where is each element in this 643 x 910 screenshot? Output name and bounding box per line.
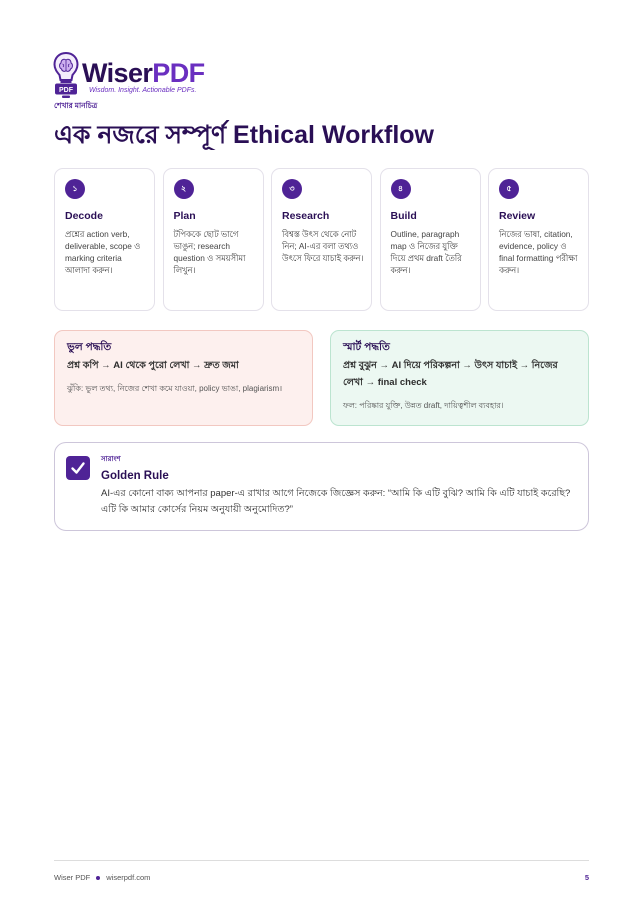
step-number-badge-4: ৪ xyxy=(391,179,411,199)
checkmark-icon xyxy=(66,456,90,480)
summary-eyebrow: সারাংশ xyxy=(101,456,121,463)
section-eyebrow: শেখার মানচিত্র xyxy=(54,101,98,110)
step-card-decode xyxy=(54,168,155,311)
step-description-decode: প্রশ্নের action verb, deliverable, scope ও marking criteria আলাদা করুন। xyxy=(65,229,141,275)
footer-website-link[interactable]: wiserpdf.com xyxy=(106,873,151,882)
smart-approach-flow: প্রশ্ন বুঝুন → AI দিয়ে পরিকল্পনা → উৎস যাচাই → নিজের লেখা → final check xyxy=(343,360,558,388)
page-title: এক নজরে সম্পূর্ণ Ethical Workflow xyxy=(54,121,434,149)
footer xyxy=(54,872,589,883)
step-number-badge-3: ৩ xyxy=(282,179,302,199)
step-description-research: বিশ্বস্ত উৎস থেকে নোট নিন; AI-এর বলা তথ্যও উৎসে ফিরে যাচাই করুন। xyxy=(282,229,364,263)
step-number-badge-2: ২ xyxy=(174,179,194,199)
page-number: 5 xyxy=(584,873,589,882)
step-description-plan: টপিককে ছোট ভাগে ভাঙুন; research question ও সময়সীমা লিখুন। xyxy=(173,229,246,275)
step-description-build: Outline, paragraph map ও নিজের যুক্তি দিয়ে প্রথম draft তৈরি করুন। xyxy=(390,229,462,275)
smart-approach-result: ফল: পরিষ্কার যুক্তি, উন্নত draft, দায়িত্বশীল ব্যবহার। xyxy=(343,401,504,410)
logo-wordmark xyxy=(82,60,205,87)
logo-wordmark-wiser: Wiser xyxy=(82,58,153,88)
step-title-decode: Decode xyxy=(65,210,103,222)
step-card-research xyxy=(271,168,372,311)
lightbulb-brain-icon xyxy=(52,51,80,99)
wrong-approach-flow: প্রশ্ন কপি → AI থেকে পুরো লেখা → দ্রুত জমা xyxy=(67,360,239,371)
smart-approach-title: স্মার্ট পদ্ধতি xyxy=(343,341,390,353)
dot-icon xyxy=(96,876,100,880)
step-description-review: নিজের ভাষা, citation, evidence, policy ও final formatting পরীক্ষা করুন। xyxy=(499,229,578,275)
smart-approach-card xyxy=(330,330,589,426)
wrong-approach-risk: ঝুঁকি: ভুল তথ্য, নিজের শেখা কমে যাওয়া, policy ভাঙা, plagiarism। xyxy=(67,384,283,393)
step-card-review xyxy=(488,168,589,311)
wrong-approach-card xyxy=(54,330,313,426)
step-title-build: Build xyxy=(390,210,417,222)
summary-card xyxy=(54,442,589,531)
step-title-review: Review xyxy=(499,210,536,222)
logo-wordmark-pdf: PDF xyxy=(152,58,205,88)
wrong-approach-title: ভুল পদ্ধতি xyxy=(67,341,112,353)
step-card-build xyxy=(380,168,481,311)
summary-title: Golden Rule xyxy=(101,470,169,482)
footer-brand: Wiser PDF xyxy=(54,873,91,882)
workflow-steps xyxy=(54,168,589,311)
logo-icon-label: PDF xyxy=(59,86,73,94)
step-number-badge-1: ১ xyxy=(65,179,85,199)
logo-tagline: Wisdom. Insight. Actionable PDFs. xyxy=(89,87,197,94)
footer-divider xyxy=(54,860,589,861)
step-title-research: Research xyxy=(282,210,330,222)
step-title-plan: Plan xyxy=(173,210,196,222)
step-number-badge-5: ৫ xyxy=(499,179,519,199)
wiserpdf-logo xyxy=(52,51,212,101)
summary-text: AI-এর কোনো বাক্য আপনার paper-এ রাখার আগে নিজেকে জিজ্ঞেস করুন: “আমি কি এটি বুঝি? আমি কি এটি যাচাই করেছি? এটি কি আমার কোর্সের নিয়ম অনুযায়ী অনুমোদিত?” xyxy=(101,488,571,515)
step-card-plan xyxy=(163,168,264,311)
